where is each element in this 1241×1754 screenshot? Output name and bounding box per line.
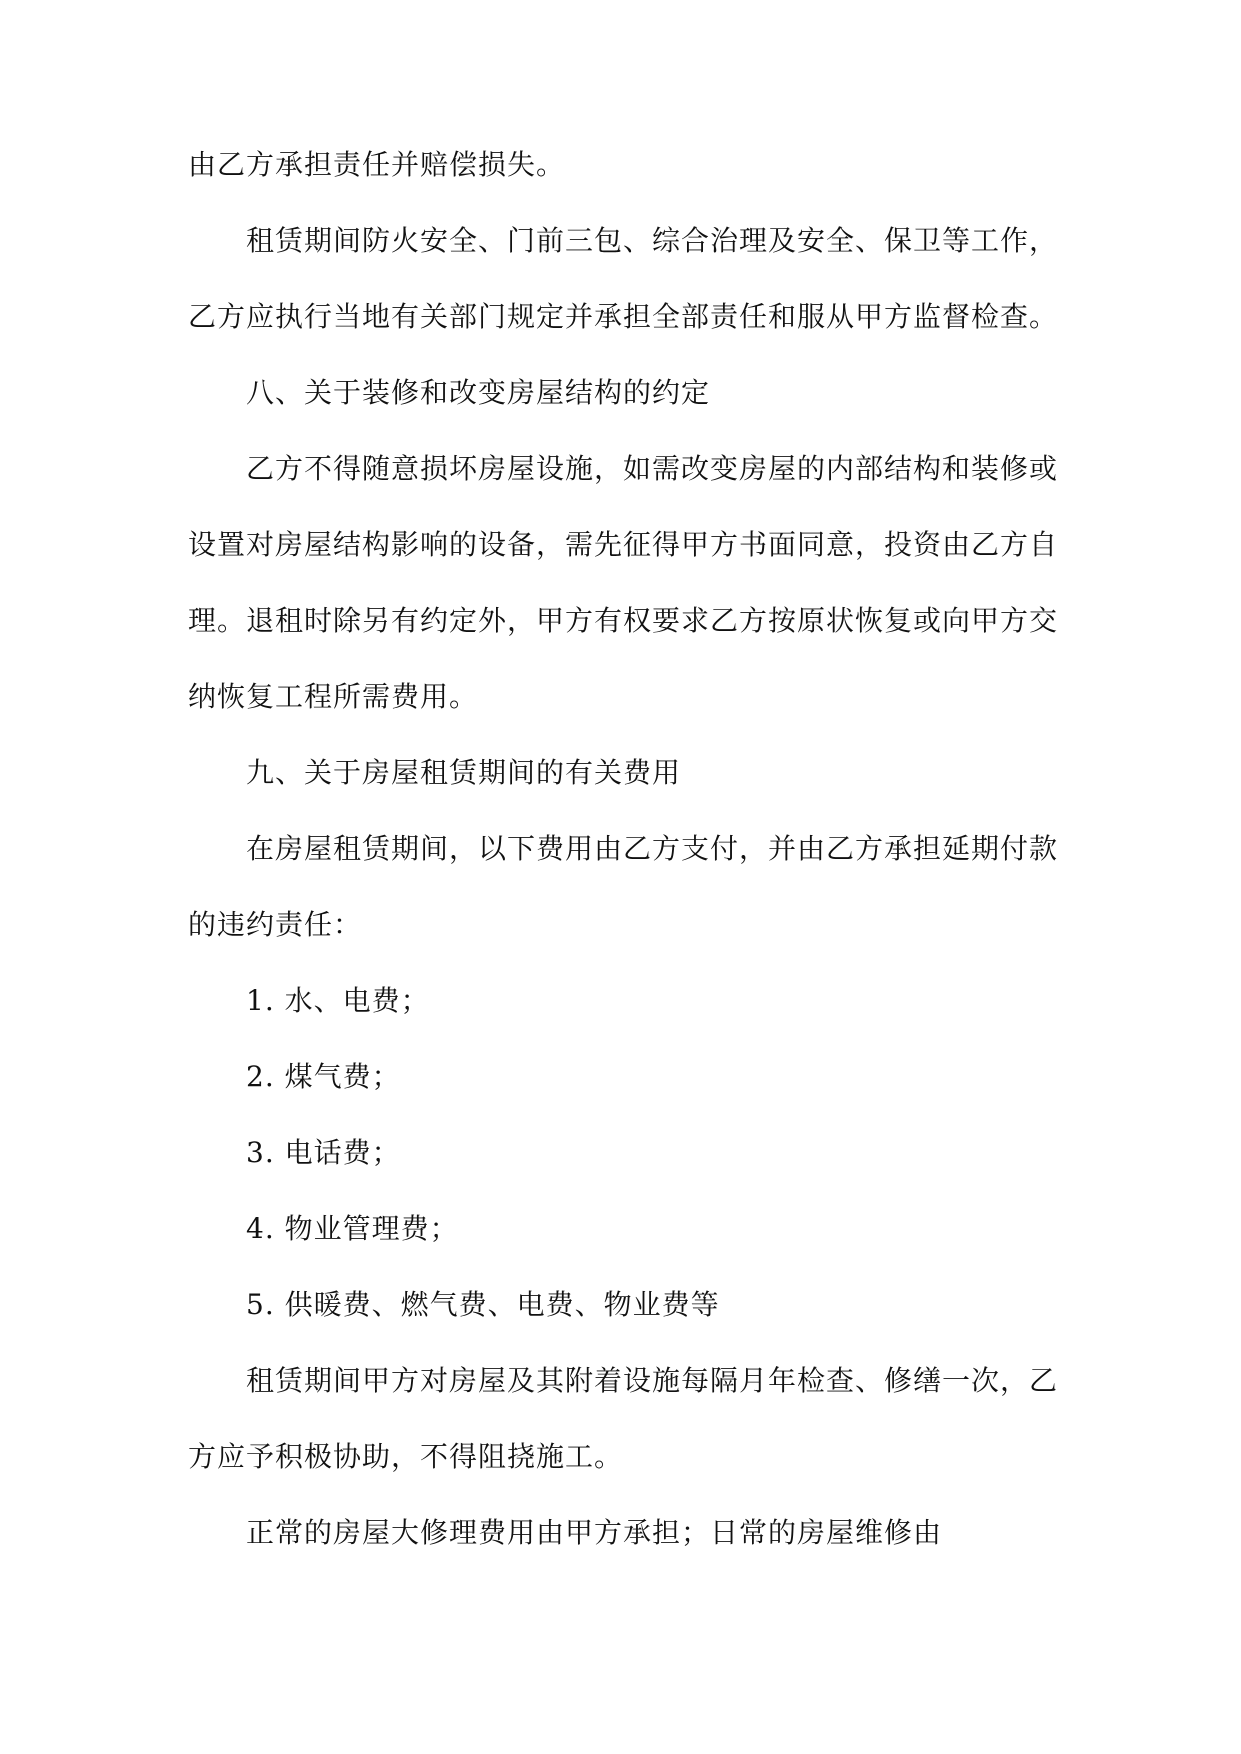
text-line-continuation-1: 由乙方承担责任并赔偿损失。	[188, 148, 566, 181]
list-item-fee-5: 5. 供暖费、燃气费、电费、物业费等	[246, 1288, 720, 1321]
list-item-fee-4: 4. 物业管理费；	[246, 1212, 459, 1245]
list-item-fee-3: 3. 电话费；	[246, 1136, 401, 1169]
list-item-fee-2: 2. 煤气费；	[246, 1060, 401, 1093]
text-line-paragraph-fees-2: 的违约责任：	[188, 908, 363, 941]
text-line-paragraph-renovation-2: 设置对房屋结构影响的设备，需先征得甲方书面同意，投资由乙方自	[188, 528, 1059, 561]
text-line-paragraph-inspection-1: 租赁期间甲方对房屋及其附着设施每隔月年检查、修缮一次，乙	[246, 1364, 1059, 1397]
text-line-paragraph-inspection-2: 方应予积极协助，不得阻挠施工。	[188, 1440, 624, 1473]
list-item-fee-1: 1. 水、电费；	[246, 984, 430, 1017]
text-line-paragraph-fees-1: 在房屋租赁期间，以下费用由乙方支付，并由乙方承担延期付款	[246, 832, 1059, 865]
section-heading-fees: 九、关于房屋租赁期间的有关费用	[246, 756, 682, 789]
text-line-paragraph-renovation-1: 乙方不得随意损坏房屋设施，如需改变房屋的内部结构和装修或	[246, 452, 1059, 485]
text-line-paragraph-repairs: 正常的房屋大修理费用由甲方承担；日常的房屋维修由	[246, 1516, 943, 1549]
text-line-paragraph-renovation-4: 纳恢复工程所需费用。	[188, 680, 479, 713]
text-line-paragraph-renovation-3: 理。退租时除另有约定外，甲方有权要求乙方按原状恢复或向甲方交	[188, 604, 1059, 637]
text-line-continuation-2: 乙方应执行当地有关部门规定并承担全部责任和服从甲方监督检查。	[188, 300, 1059, 333]
text-line-paragraph-fire-safety: 租赁期间防火安全、门前三包、综合治理及安全、保卫等工作，	[246, 224, 1059, 257]
section-heading-renovation: 八、关于装修和改变房屋结构的约定	[246, 376, 711, 409]
